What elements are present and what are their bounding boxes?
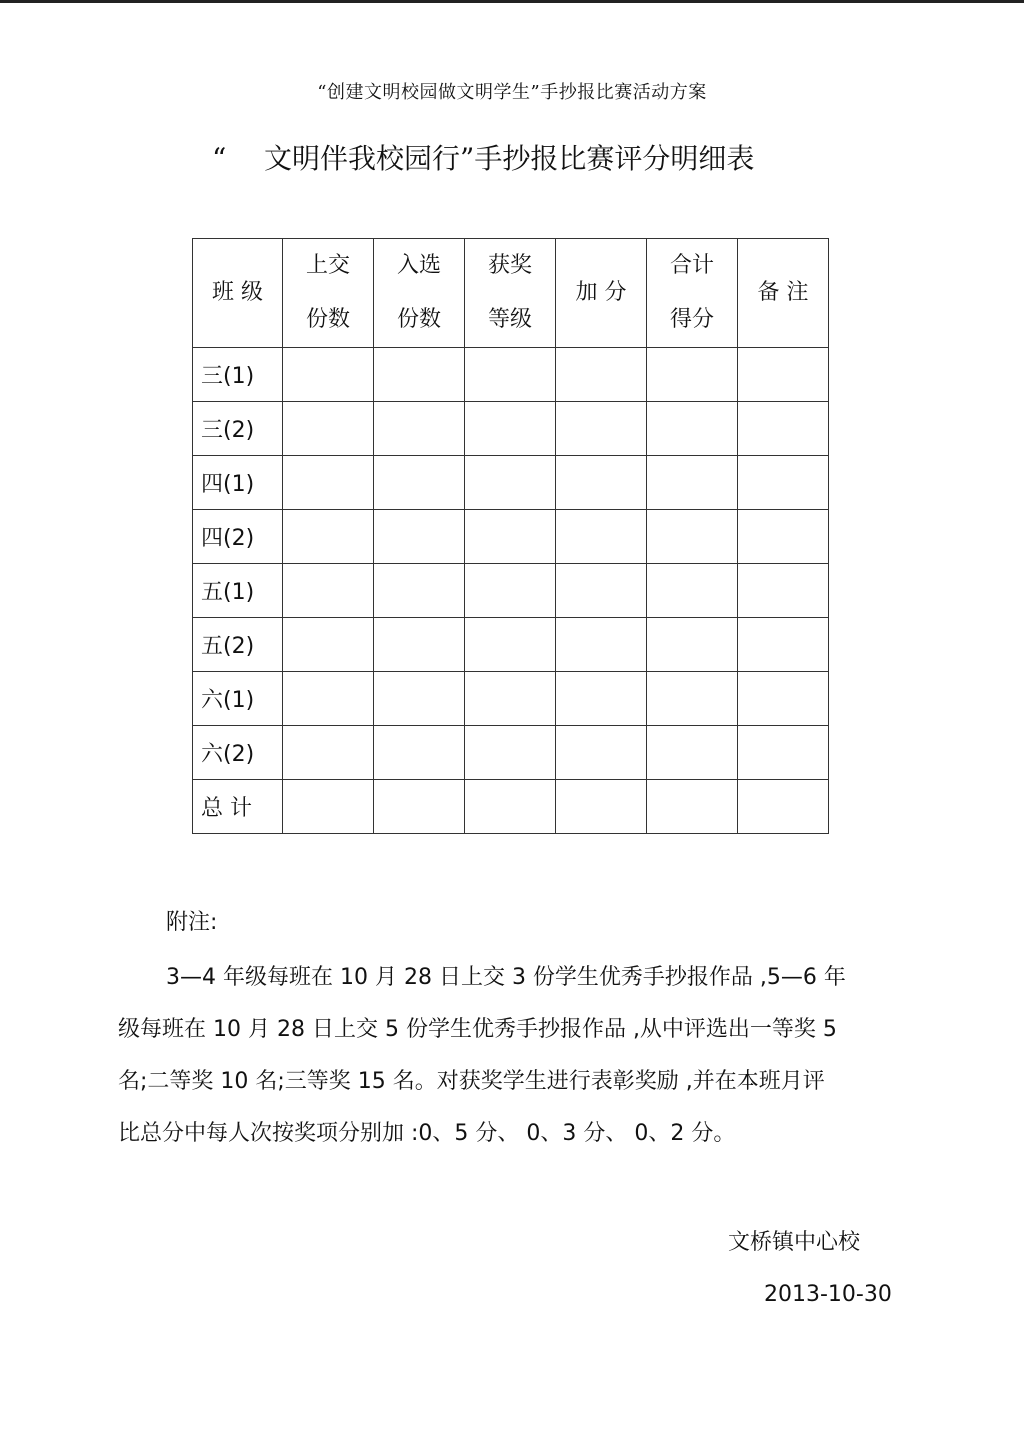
table-row	[193, 348, 829, 402]
title-open-quote: “	[212, 142, 227, 175]
class-cell: 六(1)	[193, 672, 283, 726]
class-cell: 四(1)	[193, 456, 283, 510]
table-row	[193, 456, 829, 510]
table-row	[193, 510, 829, 564]
table-row	[193, 726, 829, 780]
header-class: 班 级	[193, 239, 283, 348]
note-label: 附注:	[166, 910, 218, 935]
table-row	[193, 618, 829, 672]
note-line: 级每班在 10 月 28 日上交 5 份学生优秀手抄报作品 ,从中评选出一等奖 5	[118, 1017, 837, 1042]
note-line: 3—4 年级每班在 10 月 28 日上交 3 份学生优秀手抄报作品 ,5—6 年	[166, 965, 846, 990]
class-cell: 四(2)	[193, 510, 283, 564]
table-row	[193, 564, 829, 618]
class-cell: 五(1)	[193, 564, 283, 618]
header-selected-count: 入选 份数	[374, 239, 465, 348]
class-cell: 六(2)	[193, 726, 283, 780]
header-award-level: 获奖 等级	[465, 239, 556, 348]
class-cell: 五(2)	[193, 618, 283, 672]
header-submitted-count: 上交 份数	[283, 239, 374, 348]
document-title	[212, 137, 754, 177]
title-text: 文明伴我校园行”手抄报比赛评分明细表	[264, 142, 755, 175]
table-row-total	[193, 780, 829, 834]
signature-school: 文桥镇中心校	[728, 1230, 861, 1255]
total-label-cell: 总 计	[193, 780, 283, 834]
header-total-score: 合计 得分	[647, 239, 738, 348]
signature-date: 2013-10-30	[764, 1282, 892, 1307]
class-cell: 三(1)	[193, 348, 283, 402]
header-bonus: 加 分	[556, 239, 647, 348]
score-table	[192, 238, 829, 834]
table-row	[193, 402, 829, 456]
note-line: 名;二等奖 10 名;三等奖 15 名。对获奖学生进行表彰奖励 ,并在本班月评	[118, 1069, 825, 1094]
class-cell: 三(2)	[193, 402, 283, 456]
top-border-line	[0, 0, 1024, 3]
document-subtitle: “创建文明校园做文明学生”手抄报比赛活动方案	[317, 82, 707, 103]
table-row	[193, 672, 829, 726]
header-remarks: 备 注	[738, 239, 829, 348]
table-header-row	[193, 239, 829, 348]
note-body	[118, 952, 918, 1160]
note-line: 比总分中每人次按奖项分别加 :0、5 分、 0、3 分、 0、2 分。	[118, 1121, 736, 1146]
